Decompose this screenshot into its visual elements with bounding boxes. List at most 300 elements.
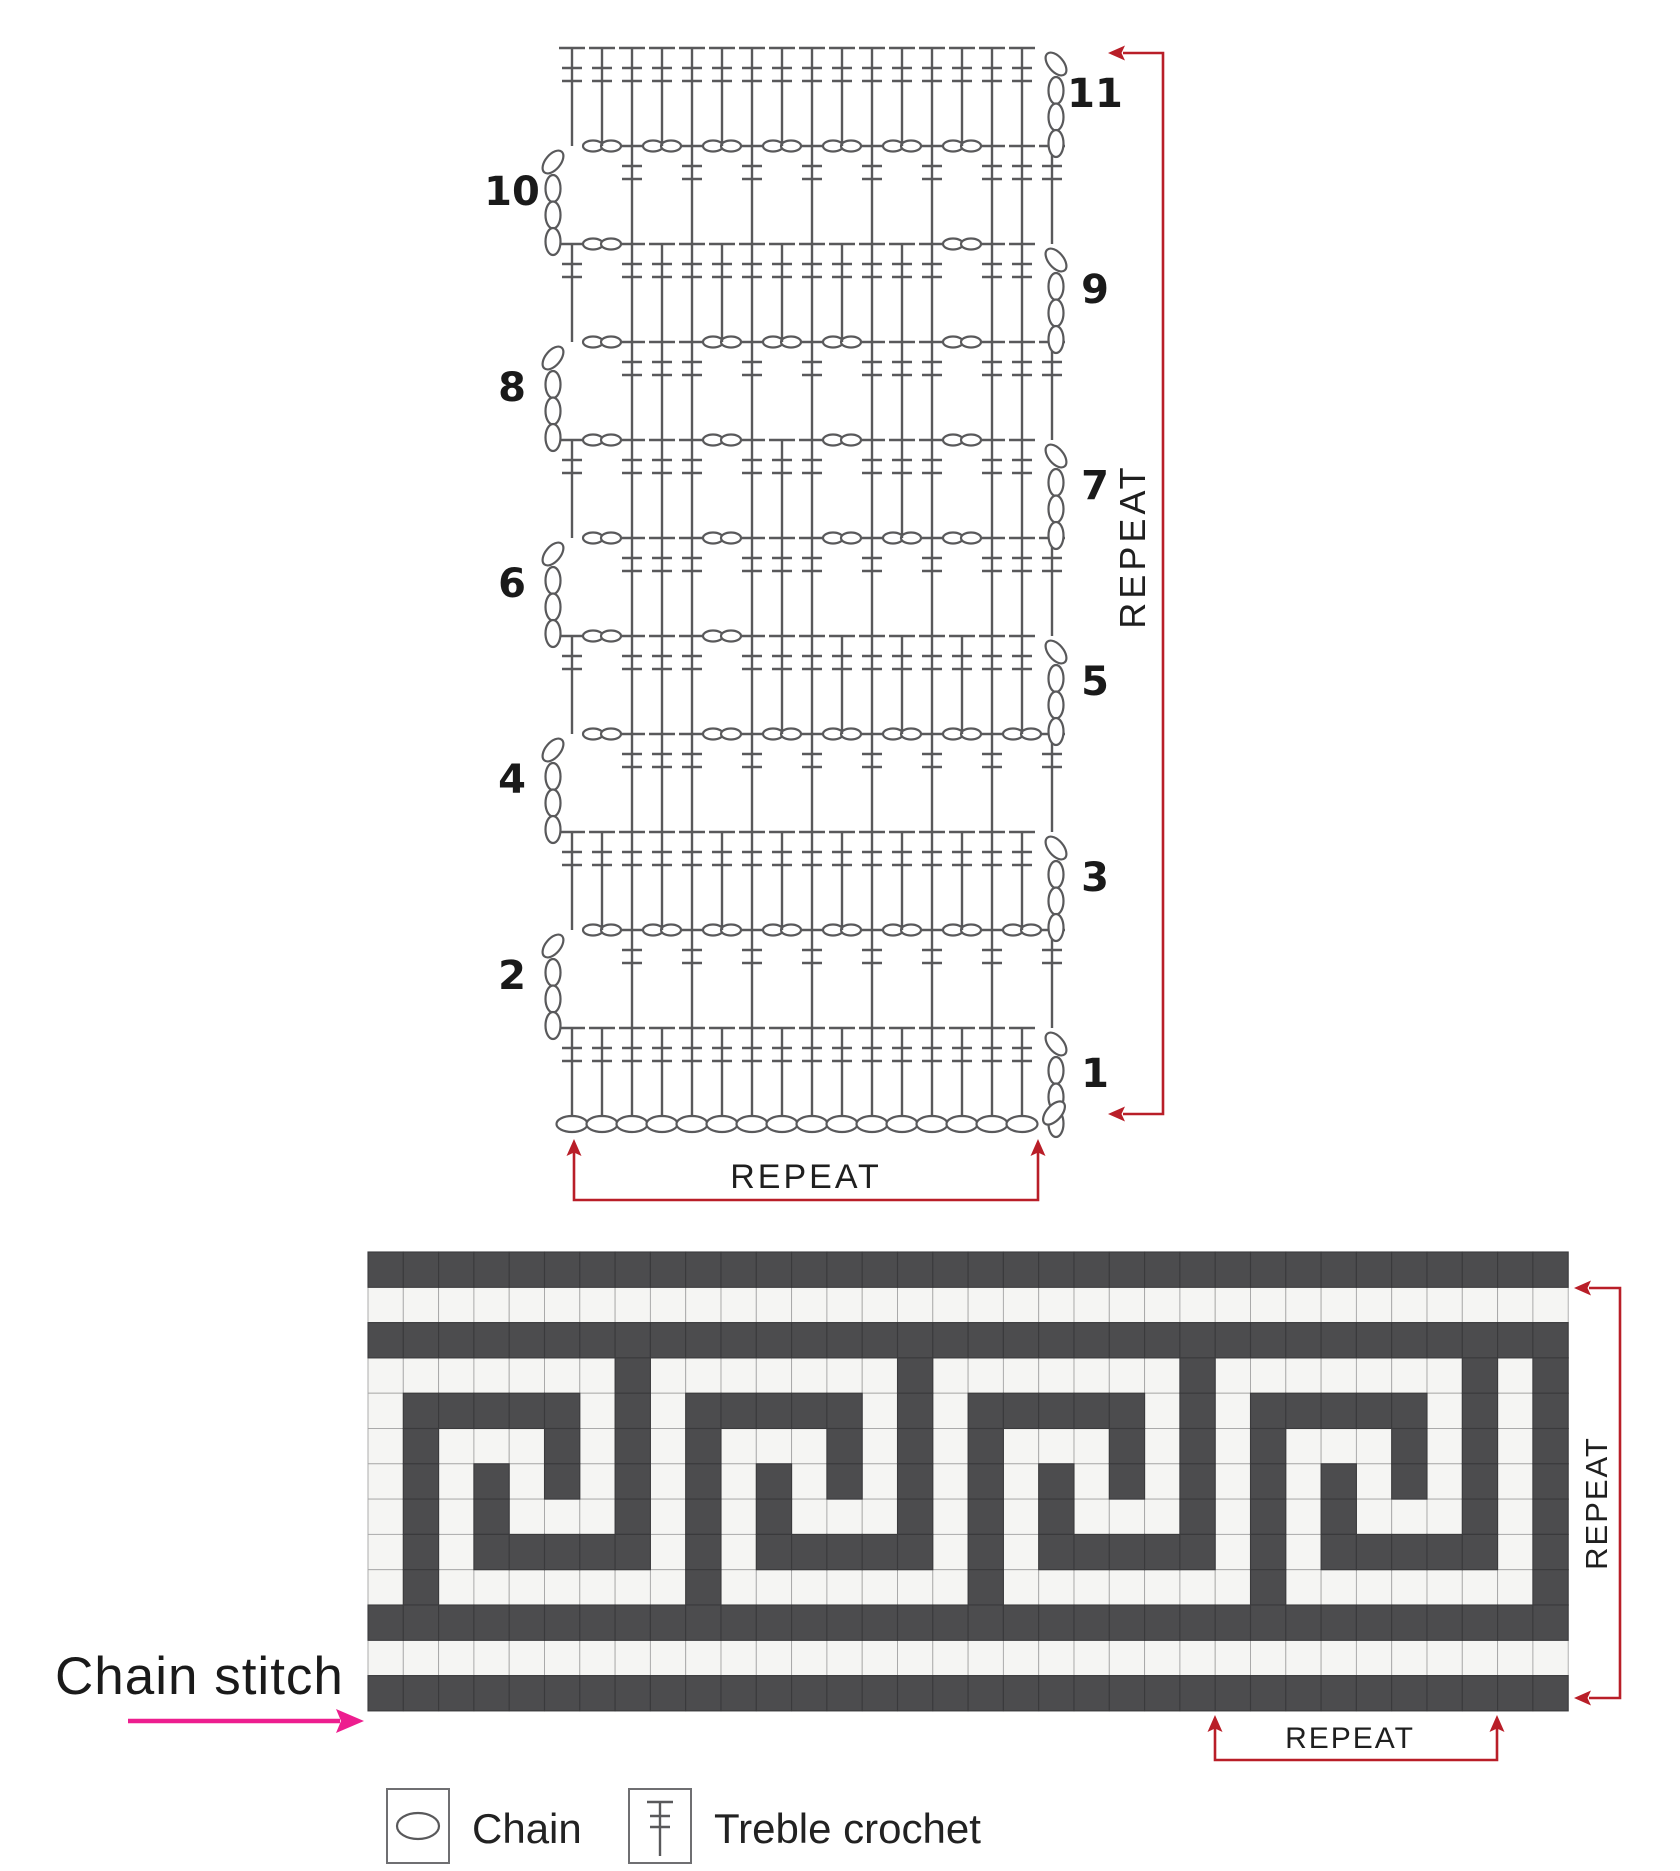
grid-cell [1003,1570,1038,1605]
grid-cell [756,1640,791,1675]
chain-icon [388,1790,448,1862]
chain-stitch [841,337,861,348]
grid-cell [1180,1640,1215,1675]
grid-cell [1251,1287,1286,1322]
grid-cell [368,1393,403,1428]
chain-stitch [961,533,981,544]
grid-cell [1039,1534,1074,1569]
grid-cell [686,1570,721,1605]
grid-cell [1321,1676,1356,1711]
treble-stitch [739,342,765,440]
grid-cell [1180,1429,1215,1464]
grid-cell [1215,1570,1250,1605]
row-number-8: 8 [498,365,526,411]
row-number-1: 1 [1081,1051,1109,1097]
grid-cell [1498,1640,1533,1675]
grid-cell [545,1323,580,1358]
grid-cell [1427,1358,1462,1393]
foundation-chain-stitch [737,1116,768,1132]
grid-cell [1321,1499,1356,1534]
grid-cell [1356,1464,1391,1499]
legend-chain-box [386,1788,450,1864]
chain-stitch [721,925,741,936]
grid-cell [1356,1287,1391,1322]
treble-stitch [859,440,885,538]
grid-cell [827,1534,862,1569]
grid-cell [1321,1605,1356,1640]
grid-cell [1427,1252,1462,1287]
grid-cell [721,1570,756,1605]
treble-stitch [919,930,945,1028]
row-number-9: 9 [1081,267,1109,313]
grid-cell [1498,1534,1533,1569]
grid-cell [1074,1640,1109,1675]
grid-cell [1498,1464,1533,1499]
grid-cell [933,1676,968,1711]
grid-cell [1180,1499,1215,1534]
chain-stitch [661,141,681,152]
grid-cell [403,1499,438,1534]
grid-cell [1109,1287,1144,1322]
chain-stitch [601,729,621,740]
chain-stitch [601,239,621,250]
grid-cell [721,1429,756,1464]
grid-cell [1145,1605,1180,1640]
chain-stitch [601,925,621,936]
grid-cell [1392,1252,1427,1287]
grid-cell [1109,1640,1144,1675]
grid-cell [1145,1464,1180,1499]
treble-stitch [619,1028,645,1116]
grid-cell [545,1252,580,1287]
repeat-label-chart-right: REPEAT [1112,463,1153,629]
grid-cell [580,1499,615,1534]
grid-cell [650,1464,685,1499]
grid-cell [545,1499,580,1534]
grid-cell [1286,1393,1321,1428]
chain-stitch [961,925,981,936]
grid-cell [1109,1252,1144,1287]
grid-cell [1533,1499,1568,1534]
chain-stitch [721,337,741,348]
grid-cell [898,1287,933,1322]
chain-stitch [841,925,861,936]
grid-cell [1462,1499,1497,1534]
grid-cell [1251,1429,1286,1464]
foundation-chain-stitch [797,1116,828,1132]
grid-cell [1286,1499,1321,1534]
grid-cell [1356,1605,1391,1640]
grid-cell [474,1605,509,1640]
grid-cell [1533,1676,1568,1711]
grid-cell [650,1429,685,1464]
treble-stitch [949,832,975,930]
grid-cell [615,1464,650,1499]
grid-cell [615,1393,650,1428]
grid-cell [1321,1358,1356,1393]
treble-stitch [619,538,645,636]
chain-stitch [721,729,741,740]
chain-stitch [781,729,801,740]
treble-stitch [1009,1028,1035,1116]
treble-stitch [1039,146,1065,244]
treble-stitch [1009,832,1035,930]
grid-cell [1039,1393,1074,1428]
grid-cell [1462,1676,1497,1711]
grid-cell [474,1464,509,1499]
grid-cell [1286,1676,1321,1711]
grid-cell [721,1676,756,1711]
treble-stitch [859,636,885,734]
grid-cell [1039,1499,1074,1534]
grid-cell [368,1570,403,1605]
grid-cell [1215,1323,1250,1358]
grid-cell [792,1605,827,1640]
grid-cell [1392,1464,1427,1499]
legend-treble-label: Treble crochet [714,1805,981,1852]
grid-cell [721,1393,756,1428]
grid-cell [1003,1287,1038,1322]
grid-cell [403,1323,438,1358]
treble-stitch [1039,538,1065,636]
grid-cell [968,1287,1003,1322]
grid-cell [862,1640,897,1675]
grid-cell [403,1640,438,1675]
treble-stitch [859,48,885,146]
grid-cell [1074,1358,1109,1393]
treble-stitch [829,832,855,930]
grid-cell [827,1570,862,1605]
grid-cell [827,1499,862,1534]
grid-cell [827,1464,862,1499]
chain-stitch [961,729,981,740]
grid-cell [721,1499,756,1534]
row-number-2: 2 [498,953,526,999]
grid-cell [686,1358,721,1393]
treble-stitch [769,636,795,734]
grid-cell [1286,1323,1321,1358]
grid-cell [898,1252,933,1287]
grid-cell [368,1287,403,1322]
treble-stitch [859,832,885,930]
chain-stitch [841,533,861,544]
grid-cell [1356,1429,1391,1464]
foundation-chain-stitch [1007,1116,1038,1132]
treble-stitch [799,1028,825,1116]
grid-cell [1251,1676,1286,1711]
treble-stitch [619,440,645,538]
grid-cell [1145,1499,1180,1534]
grid-cell [686,1429,721,1464]
grid-cell [368,1252,403,1287]
grid-cell [1498,1358,1533,1393]
treble-crochet-icon [630,1790,690,1862]
grid-cell [1321,1534,1356,1569]
grid-cell [1074,1570,1109,1605]
grid-cell [1392,1393,1427,1428]
grid-cell [1039,1640,1074,1675]
row-number-10: 10 [484,169,540,215]
grid-cell [1356,1640,1391,1675]
treble-stitch [679,48,705,146]
row-number-11: 11 [1067,71,1123,117]
grid-cell [968,1640,1003,1675]
treble-stitch [1009,538,1035,636]
treble-stitch [889,342,915,440]
treble-stitch [889,48,915,146]
grid-cell [792,1323,827,1358]
treble-stitch [769,1028,795,1116]
foundation-chain-stitch [617,1116,648,1132]
treble-stitch [1009,636,1035,734]
grid-cell [1145,1287,1180,1322]
grid-cell [1462,1393,1497,1428]
grid-cell [898,1429,933,1464]
grid-cell [1003,1464,1038,1499]
grid-cell [756,1252,791,1287]
treble-stitch [949,636,975,734]
treble-stitch [739,538,765,636]
treble-stitch [799,440,825,538]
grid-cell [968,1252,1003,1287]
grid-cell [615,1534,650,1569]
grid-cell [1286,1570,1321,1605]
grid-cell [686,1393,721,1428]
treble-stitch [709,244,735,342]
grid-cell [368,1429,403,1464]
treble-stitch [679,930,705,1028]
grid-cell [1427,1323,1462,1358]
grid-cell [1251,1464,1286,1499]
grid-cell [827,1676,862,1711]
grid-cell [1427,1605,1462,1640]
grid-cell [545,1429,580,1464]
treble-stitch [619,930,645,1028]
grid-cell [403,1464,438,1499]
grid-cell [1462,1323,1497,1358]
grid-cell [1356,1393,1391,1428]
grid-cell [439,1534,474,1569]
treble-stitch [769,440,795,538]
grid-cell [1427,1429,1462,1464]
grid-cell [1074,1464,1109,1499]
grid-cell [933,1252,968,1287]
arrowhead [1574,1691,1591,1706]
grid-cell [1145,1252,1180,1287]
grid-cell [1039,1252,1074,1287]
grid-cell [1215,1676,1250,1711]
foundation-chain-stitch [917,1116,948,1132]
grid-cell [1251,1323,1286,1358]
grid-cell [509,1429,544,1464]
grid-cell [686,1534,721,1569]
grid-cell [792,1429,827,1464]
treble-stitch [799,930,825,1028]
row-number-4: 4 [498,757,526,803]
grid-cell [1356,1323,1391,1358]
arrowhead [1108,46,1125,61]
grid-cell [403,1676,438,1711]
grid-cell [686,1323,721,1358]
treble-stitch [559,48,585,146]
grid-cell [1321,1252,1356,1287]
grid-cell [1321,1640,1356,1675]
grid-cell [862,1429,897,1464]
chain-stitch [601,337,621,348]
grid-cell [509,1358,544,1393]
treble-stitch [619,48,645,146]
grid-cell [862,1605,897,1640]
grid-cell [1109,1605,1144,1640]
grid-cell [1109,1323,1144,1358]
grid-cell [721,1464,756,1499]
grid-cell [862,1676,897,1711]
grid-cell [756,1570,791,1605]
treble-stitch [829,244,855,342]
grid-cell [1180,1252,1215,1287]
grid-cell [650,1499,685,1534]
grid-cell [1321,1323,1356,1358]
grid-cell [1392,1676,1427,1711]
grid-cell [1215,1429,1250,1464]
grid-cell [1215,1640,1250,1675]
grid-cell [509,1570,544,1605]
grid-cell [1392,1287,1427,1322]
treble-stitch [919,244,945,342]
grid-cell [756,1287,791,1322]
grid-cell [1427,1287,1462,1322]
grid-cell [933,1534,968,1569]
grid-cell [403,1252,438,1287]
grid-cell [792,1252,827,1287]
grid-cell [580,1323,615,1358]
grid-cell [545,1570,580,1605]
treble-stitch [709,1028,735,1116]
grid-cell [403,1287,438,1322]
grid-cell [968,1429,1003,1464]
grid-cell [1498,1287,1533,1322]
grid-cell [580,1429,615,1464]
grid-cell [862,1499,897,1534]
chain-stitch [841,729,861,740]
grid-cell [403,1429,438,1464]
treble-stitch [979,146,1005,244]
treble-stitch [1009,48,1035,146]
row-number-6: 6 [498,561,526,607]
grid-cell [1321,1393,1356,1428]
grid-cell [580,1358,615,1393]
grid-cell [1074,1605,1109,1640]
grid-cell [1074,1429,1109,1464]
grid-cell [792,1640,827,1675]
foundation-chain-stitch [587,1116,618,1132]
treble-stitch [649,538,675,636]
grid-cell [1533,1534,1568,1569]
grid-cell [1145,1640,1180,1675]
grid-cell [368,1358,403,1393]
grid-cell [1145,1393,1180,1428]
grid-cell [545,1605,580,1640]
treble-stitch [739,734,765,832]
chain-stitch [721,141,741,152]
grid-cell [650,1393,685,1428]
grid-cell [862,1287,897,1322]
grid-cell [933,1570,968,1605]
treble-stitch [889,832,915,930]
grid-cell [1286,1287,1321,1322]
grid-cell [1462,1252,1497,1287]
grid-cell [1498,1393,1533,1428]
grid-cell [1427,1464,1462,1499]
grid-cell [756,1429,791,1464]
chain-stitch [961,141,981,152]
treble-stitch [979,48,1005,146]
grid-cell [721,1323,756,1358]
grid-cell [1533,1252,1568,1287]
grid-cell [1180,1358,1215,1393]
grid-cell [1039,1358,1074,1393]
grid-cell [756,1358,791,1393]
grid-cell [474,1499,509,1534]
grid-cell [1074,1676,1109,1711]
grid-cell [1462,1358,1497,1393]
treble-stitch [679,342,705,440]
grid-cell [615,1287,650,1322]
grid-cell [439,1570,474,1605]
grid-cell [1251,1605,1286,1640]
grid-cell [1427,1570,1462,1605]
grid-cell [862,1358,897,1393]
grid-cell [403,1605,438,1640]
turning-chain-stitch [1049,522,1064,549]
grid-cell [1145,1323,1180,1358]
grid-cell [1109,1676,1144,1711]
grid-cell [1039,1464,1074,1499]
grid-cell [545,1464,580,1499]
grid-cell [650,1252,685,1287]
treble-stitch [619,636,645,734]
treble-stitch [739,146,765,244]
grid-cell [1003,1393,1038,1428]
grid-cell [1286,1429,1321,1464]
grid-cell [1462,1570,1497,1605]
grid-cell [827,1640,862,1675]
grid-cell [474,1534,509,1569]
grid-cell [1180,1393,1215,1428]
grid-cell [721,1358,756,1393]
grid-cell [509,1605,544,1640]
treble-stitch [559,636,585,734]
grid-cell [1003,1676,1038,1711]
treble-stitch [679,538,705,636]
grid-cell [474,1252,509,1287]
grid-cell [792,1570,827,1605]
treble-stitch [919,440,945,538]
grid-cell [898,1605,933,1640]
grid-cell [650,1676,685,1711]
treble-stitch [799,244,825,342]
arrowhead [1108,1107,1125,1122]
grid-cell [721,1640,756,1675]
grid-cell [545,1358,580,1393]
grid-cell [1462,1287,1497,1322]
grid-cell [1533,1323,1568,1358]
grid-cell [403,1570,438,1605]
grid-cell [1392,1358,1427,1393]
treble-stitch [799,832,825,930]
grid-cell [1533,1393,1568,1428]
grid-cell [1180,1464,1215,1499]
